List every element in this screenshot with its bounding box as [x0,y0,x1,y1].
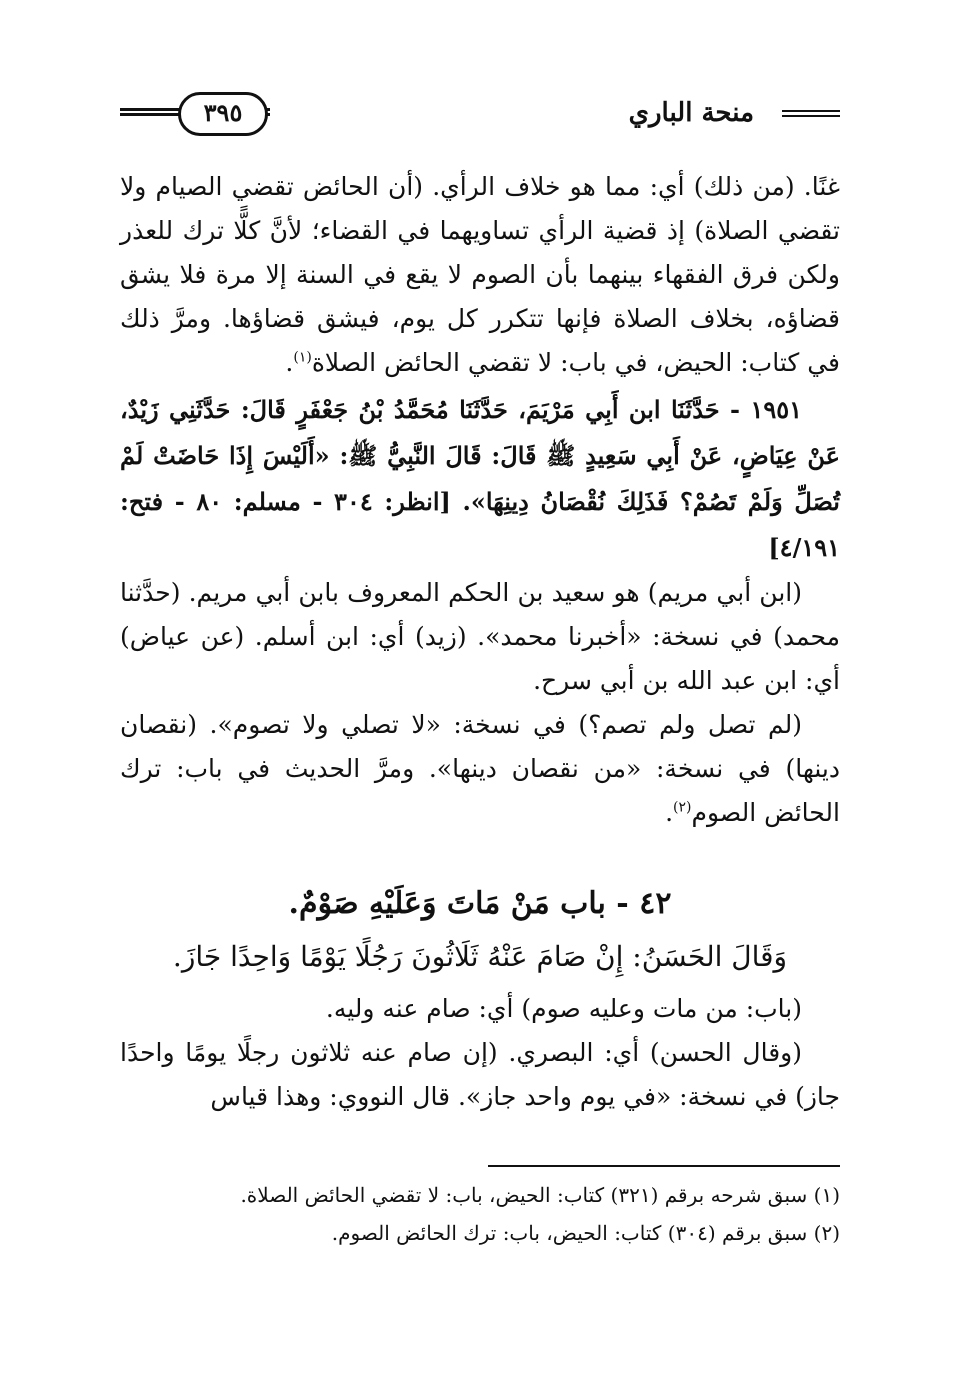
footnote-divider [488,1165,840,1167]
commentary-text: غنًا. (من ذلك) أي: مما هو خلاف الرأي. (أن الحائض تقضي الصيام ولا تقضي الصلاة) إذ قضية الرأي تساويهما في القضاء؛ لأنَّ كلًّا ترك للعذر ولكن فرق الفقهاء بينهما بأن الصوم لا يقع في السنة إلا مرة فلا يشق قضاؤه، بخلاف الصلاة فإنها تتكرر كل يوم، فيشق قضاؤها. ومرَّ ذلك في كتاب: الحيض، في باب: لا تقضي الحائض الصلاة [120,172,840,377]
commentary-paragraph [120,165,840,385]
chapter-heading: ٤٢ - باب مَنْ مَاتَ وَعَلَيْهِ صَوْمٌ. [288,886,672,921]
footnote-1: (١) سبق شرحه برقم (٣٢١) كتاب: الحيض، باب: لا تقضي الحائض الصلاة. [240,1183,840,1207]
footnote-2: (٢) سبق برقم (٣٠٤) كتاب: الحيض، باب: ترك الحائض الصوم. [331,1221,840,1245]
footnotes [120,1176,840,1252]
page-number: ٣٩٥ [178,92,268,136]
commentary-paragraph [120,703,840,835]
commentary-text: (لم تصل ولم تصم؟) في نسخة: «لا تصلي ولا تصوم». (نقصان دينها) في نسخة: «من نقصان دينها». ومرَّ الحديث في باب: ترك الحائض الصوم [120,710,840,827]
running-title: منحة الباري [628,98,754,128]
chapter-quote: وَقَالَ الحَسَنُ: إِنْ صَامَ عَنْهُ ثَلَاثُونَ رَجُلًا يَوْمًا وَاحِدًا جَازَ. [172,940,788,973]
page-header [120,92,840,136]
footnote-marker: (١) [293,349,312,366]
commentary-paragraph: (وقال الحسن) أي: البصري. (إن صام عنه ثلاثون رجلًا يومًا واحدًا جاز) في نسخة: «في يوم واحد جاز». قال النووي: وهذا قياس [120,1038,840,1111]
sentence-end: . [665,798,674,827]
book-page [120,0,840,1389]
main-text [120,165,840,1119]
commentary-paragraph: (باب: من مات وعليه صوم) أي: صام عنه وليه. [325,994,802,1023]
sentence-end: . [285,348,294,377]
hadith-text: ١٩٥١ - حَدَّثَنَا ابن أَبِي مَرْيَمَ، حَدَّثَنَا مُحَمَّدُ بْنُ جَعْفَرٍ قَالَ: حَدَّثَنِي زَيْدٌ، عَنْ عِيَاضٍ، عَنْ أَبِي سَعِيدٍ ﷺ قَالَ: قَالَ النَّبِيُّ ﷺ: «أَلَيْسَ إِذَا حَاضَتْ لَمْ تُصَلِّ وَلَمْ تَصُمْ؟ فَذَلِكَ نُقْصَانُ دِينِهَا». [انظر: ٣٠٤ - مسلم: ٨٠ - فتح: ٤/١٩١] [120,395,841,562]
footnote-marker: (٢) [673,799,692,816]
header-rule-right [782,110,840,120]
commentary-paragraph: (ابن أبي مريم) هو سعيد بن الحكم المعروف بابن أبي مريم. (حدَّثنا محمد) في نسخة: «أخبرنا محمد». (زيد) أي: ابن أسلم. (عن عياض) أي: ابن عبد الله بن أبي سرح. [120,578,840,695]
